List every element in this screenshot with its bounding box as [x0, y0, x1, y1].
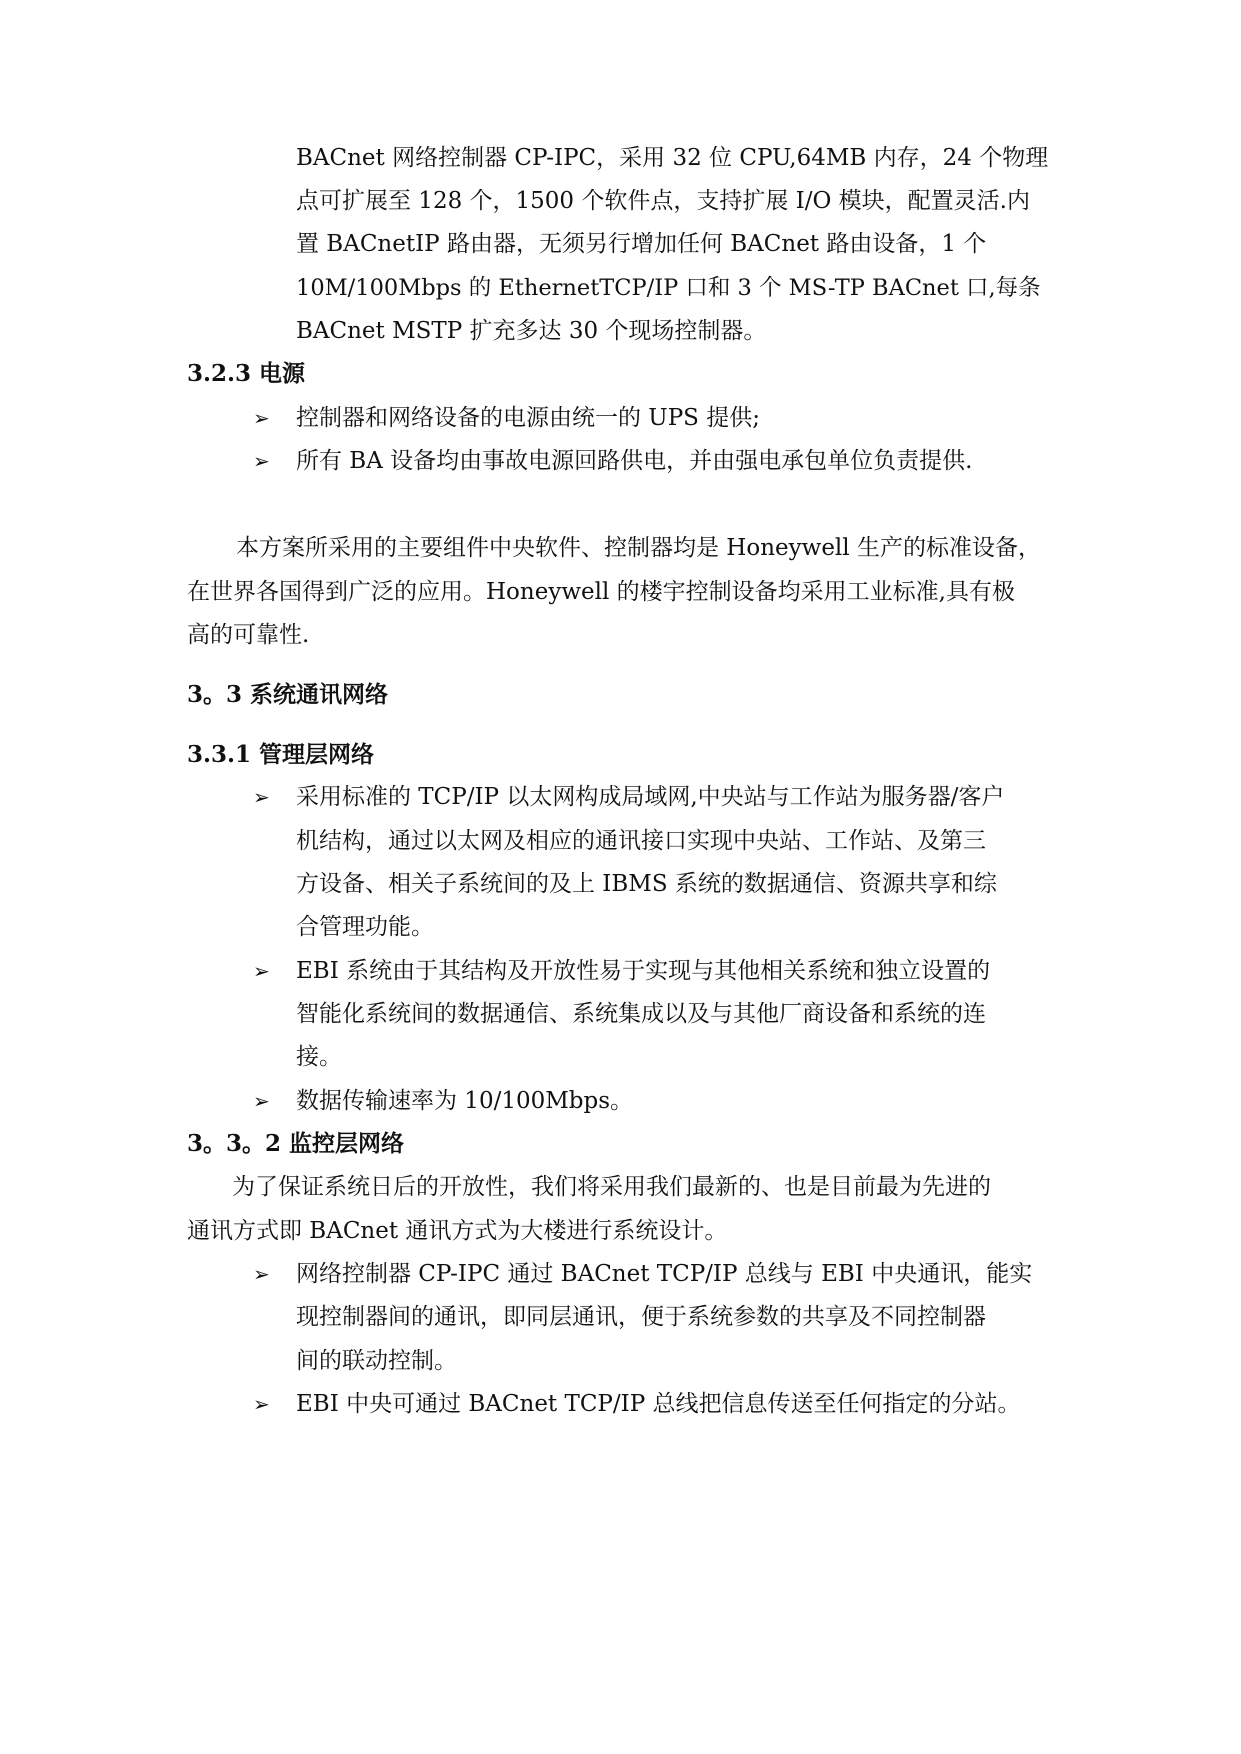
section-heading: 3。3 系统通讯网络	[187, 681, 389, 708]
bullet-arrow-icon: ➢	[253, 449, 270, 473]
body-text-line: 点可扩展至 128 个，1500 个软件点，支持扩展 I/O 模块，配置灵活.内	[296, 188, 1030, 214]
body-text-line: 在世界各国得到广泛的应用。Honeywell 的楼宇控制设备均采用工业标准,具有极	[187, 579, 1015, 605]
bullet-arrow-icon: ➢	[253, 406, 270, 430]
body-text-line: BACnet MSTP 扩充多达 30 个现场控制器。	[296, 318, 767, 344]
bullet-text: 现控制器间的通讯，即同层通讯，便于系统参数的共享及不同控制器	[296, 1304, 986, 1330]
bullet-text: 控制器和网络设备的电源由统一的 UPS 提供;	[296, 405, 760, 431]
section-heading: 3。3。2 监控层网络	[187, 1130, 405, 1157]
bullet-arrow-icon: ➢	[253, 1392, 270, 1416]
section-heading: 3.3.1 管理层网络	[187, 741, 375, 768]
bullet-text: 网络控制器 CP-IPC 通过 BACnet TCP/IP 总线与 EBI 中央通讯，能实	[296, 1261, 1033, 1287]
bullet-arrow-icon: ➢	[253, 959, 270, 983]
bullet-text: 所有 BA 设备均由事故电源回路供电，并由强电承包单位负责提供.	[296, 448, 973, 474]
section-heading: 3.2.3 电源	[187, 360, 306, 387]
bullet-text: 机结构，通过以太网及相应的通讯接口实现中央站、工作站、及第三	[296, 828, 986, 854]
bullet-text: 间的联动控制。	[296, 1348, 457, 1374]
bullet-text: 采用标准的 TCP/IP 以太网构成局域网,中央站与工作站为服务器/客户	[296, 784, 1005, 810]
bullet-text: 智能化系统间的数据通信、系统集成以及与其他厂商设备和系统的连	[296, 1001, 986, 1027]
body-text-line: 为了保证系统日后的开放性，我们将采用我们最新的、也是目前最为先进的	[232, 1174, 991, 1200]
bullet-text: EBI 系统由于其结构及开放性易于实现与其他相关系统和独立设置的	[296, 958, 991, 984]
body-text-line: 10M/100Mbps 的 EthernetTCP/IP 口和 3 个 MS-TP BACnet 口,每条	[296, 275, 1041, 301]
bullet-text: EBI 中央可通过 BACnet TCP/IP 总线把信息传送至任何指定的分站。	[296, 1391, 1021, 1417]
body-text-line: 本方案所采用的主要组件中央软件、控制器均是 Honeywell 生产的标准设备，	[236, 535, 1041, 561]
body-text-line: 通讯方式即 BACnet 通讯方式为大楼进行系统设计。	[187, 1218, 728, 1244]
bullet-text: 合管理功能。	[296, 914, 434, 940]
body-text-line: BACnet 网络控制器 CP-IPC，采用 32 位 CPU,64MB 内存，24 个物理	[296, 145, 1049, 171]
bullet-arrow-icon: ➢	[253, 1089, 270, 1113]
bullet-arrow-icon: ➢	[253, 1262, 270, 1286]
body-text-line: 置 BACnetIP 路由器，无须另行增加任何 BACnet 路由设备，1 个	[296, 231, 987, 257]
bullet-text: 接。	[296, 1044, 342, 1070]
bullet-arrow-icon: ➢	[253, 785, 270, 809]
bullet-text: 数据传输速率为 10/100Mbps。	[296, 1088, 634, 1114]
bullet-text: 方设备、相关子系统间的及上 IBMS 系统的数据通信、资源共享和综	[296, 871, 997, 897]
body-text-line: 高的可靠性.	[187, 622, 310, 648]
